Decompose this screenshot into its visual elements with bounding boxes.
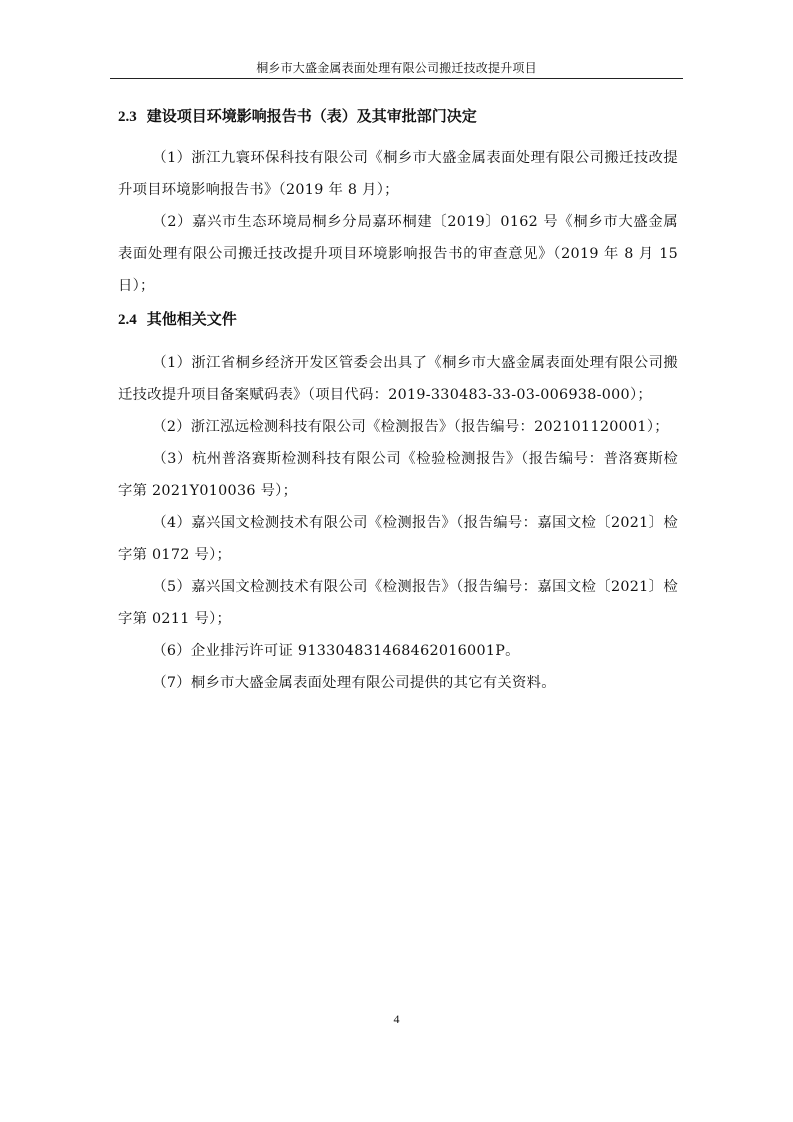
document-body (118, 103, 678, 699)
section-number: 2.4 (118, 312, 137, 328)
reference-item: （6）企业排污许可证 913304831468462016001P。 (152, 643, 520, 659)
section-title: 其他相关文件 (146, 310, 237, 328)
reference-item: （4）嘉兴国文检测技术有限公司《检测报告》（报告编号：嘉国文检〔2021〕检字第 0172 号）； (118, 515, 678, 563)
reference-item: （1）浙江省桐乡经济开发区管委会出具了《桐乡市大盛金属表面处理有限公司搬迁技改提升项目备案赋码表》（项目代码：2019-330483-33-03-006938-000）； (118, 355, 678, 403)
reference-item: （7）桐乡市大盛金属表面处理有限公司提供的其它有关资料。 (152, 675, 556, 691)
page-number: 4 (393, 1012, 400, 1026)
reference-item: （2）嘉兴市生态环境局桐乡分局嘉环桐建〔2019〕0162 号《桐乡市大盛金属表面处理有限公司搬迁技改提升项目环境影响报告书的审查意见》（2019 年 8 月 15 日）； (118, 214, 678, 294)
section-title: 建设项目环境影响报告书（表）及其审批部门决定 (146, 107, 477, 125)
reference-item: （2）浙江泓远检测科技有限公司《检测报告》（报告编号：202101120001）； (152, 419, 669, 435)
section-heading-2-3 (118, 103, 678, 130)
section-number: 2.3 (118, 109, 137, 125)
reference-item: （5）嘉兴国文检测技术有限公司《检测报告》（报告编号：嘉国文检〔2021〕检字第 0211 号）； (118, 579, 678, 627)
section-heading-2-4 (118, 306, 678, 333)
header-rule (110, 78, 683, 79)
reference-item: （1）浙江九寰环保科技有限公司《桐乡市大盛金属表面处理有限公司搬迁技改提升项目环境影响报告书》（2019 年 8 月）； (118, 150, 678, 198)
reference-item: （3）杭州普洛赛斯检测科技有限公司《检验检测报告》（报告编号：普洛赛斯检字第 2021Y010036 号）； (118, 451, 678, 499)
running-header: 桐乡市大盛金属表面处理有限公司搬迁技改提升项目 (256, 61, 537, 75)
